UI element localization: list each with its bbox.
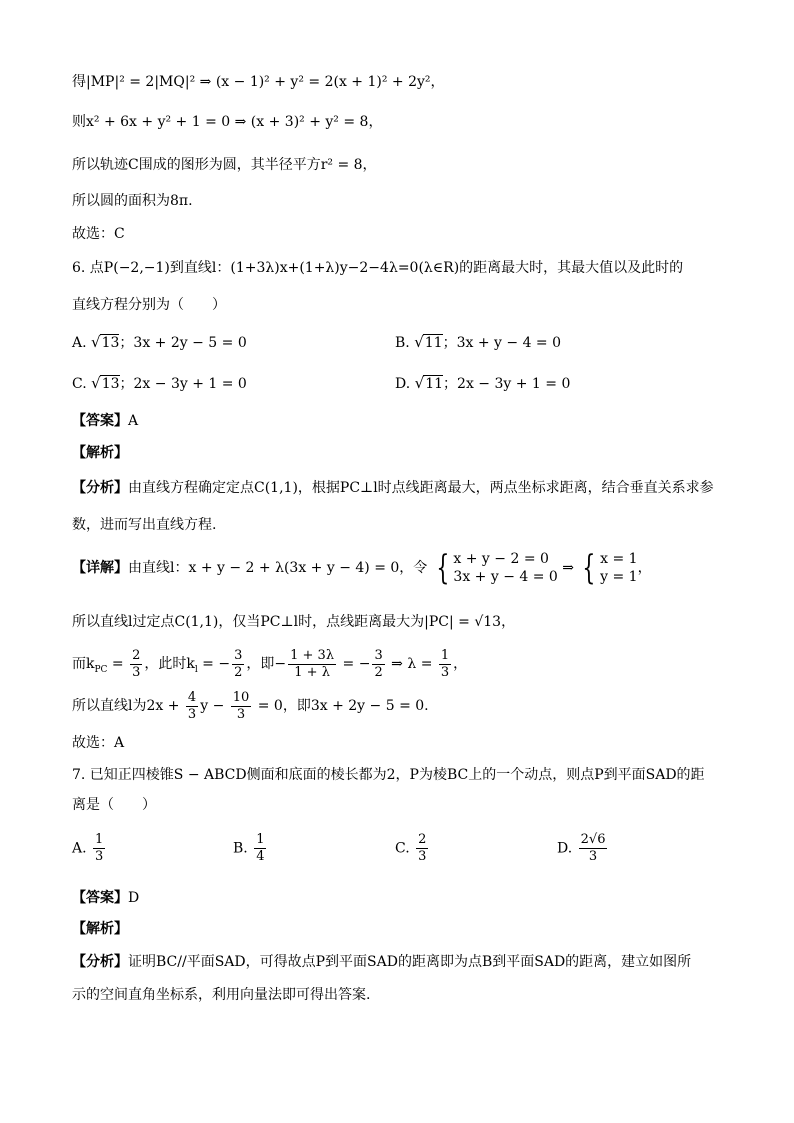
sqrt-sign: √: [414, 374, 425, 392]
fraction: $\frac{3}{2}$: [234, 647, 243, 680]
option-label: B.: [233, 840, 248, 857]
system-row: y = 1: [600, 569, 638, 585]
option-label: D.: [395, 376, 411, 392]
system-row: 3x + y − 4 = 0: [453, 569, 558, 585]
q7-fenxi: [72, 952, 691, 972]
option-label: B.: [395, 335, 410, 351]
fenxi-text: 证明BC//平面SAD，可得故点P到平面SAD的距离即为点B到平面SAD的距离，建立如图所: [128, 954, 692, 970]
fraction: $\frac{1 + 3\lambda}{1 + \lambda}$: [290, 647, 335, 680]
answer-value: D: [128, 890, 140, 906]
fraction: $\frac{1}{4}$: [256, 832, 265, 864]
option-equation: ；2x − 3y + 1 = 0: [443, 376, 571, 392]
q7-answer: [72, 888, 139, 908]
text-line: 所以轨迹C围成的图形为圆，其半径平方r² = 8，: [72, 157, 377, 173]
q6-option-c: [72, 373, 247, 394]
sqrt-sign: √: [91, 374, 101, 392]
line-eq-text-2: = 0，即3x + 2y − 5 = 0.: [257, 698, 429, 714]
radicand: 13: [101, 335, 120, 351]
q6-detail-line-2: 所以直线l过定点C(1,1)，仅当PC⊥l时，点线距离最大为|PC| = √13，: [72, 614, 516, 630]
question-6-stem: 6. 点P(−2,−1)到直线l：(1+3λ)x+(1+λ)y−2−4λ=0(λ∈R)的距离最大时，其最大值以及此时的: [72, 260, 684, 276]
option-label: C.: [395, 840, 410, 857]
radicand: 11: [425, 376, 444, 392]
fraction: $\frac{1}{3}$: [440, 647, 450, 680]
fraction: $\frac{1}{3}$: [95, 832, 104, 864]
option-label: C.: [72, 376, 87, 392]
analysis-label: 【解析】: [72, 445, 128, 461]
radicand: 11: [424, 335, 443, 351]
option-label: A.: [72, 335, 87, 351]
fraction: $\frac{2}{3}$: [132, 647, 141, 680]
question-7-stem: 7. 已知正四棱锥S − ABCD侧面和底面的棱长都为2，P为棱BC上的一个动点，则点P到平面SAD的距: [72, 767, 705, 783]
radicand: 13: [101, 376, 120, 392]
fraction: $\frac{4}{3}$: [187, 689, 197, 722]
q6-detail-line-3: 而$k_{PC}$ = $\frac{2}{3}$ ，此时$k_l$ = − $\frac{3}{2}$ ，即− $\frac{1 + 3\lambda}{1 + \lambda}$ = − $\frac{3}{2}$ ⇒ λ = $\frac{1}{3}$ ，: [72, 647, 468, 680]
q7-option-b: [233, 832, 268, 865]
fenxi-label: 【分析】: [72, 480, 128, 496]
q7-option-d: [557, 832, 609, 865]
option-equation: ；3x + y − 4 = 0: [442, 335, 562, 351]
q6-detail: 【详解】由直线l：x + y − 2 + λ(3x + y − 4) = 0，令 { x + y − 2 = 0 3x + y − 4 = 0 ⇒ { x = 1 y = 1 ，: [72, 548, 652, 588]
text-line: 得|MP|² = 2|MQ|² ⇒ (x − 1)² + y² = 2(x + 1)² + 2y²，: [72, 74, 445, 90]
implies-arrow: ⇒: [562, 560, 575, 576]
q6-answer: [72, 411, 138, 431]
fraction: $\frac{2}{3}$: [418, 832, 427, 864]
q7-option-c: [395, 832, 430, 865]
fraction: $\frac{2√6}{3}$: [580, 832, 606, 864]
fenxi-label: 【分析】: [72, 954, 128, 970]
q6-option-b: [395, 332, 561, 353]
brace-icon: {: [436, 548, 450, 588]
q6-fenxi-cont: 数，进而写出直线方程.: [72, 517, 217, 533]
answer-label: 【答案】: [72, 890, 128, 906]
sqrt-sign: √: [91, 333, 101, 351]
q6-fenxi: [72, 478, 714, 498]
slope-text: 而k: [72, 656, 95, 672]
question-6-stem-cont: 直线方程分别为（ ）: [72, 297, 226, 313]
option-equation: ；2x − 3y + 1 = 0: [119, 376, 247, 392]
option-equation: ；3x + 2y − 5 = 0: [119, 335, 247, 351]
line-eq-text: 所以直线l为2x +: [72, 698, 180, 714]
detail-text: 由直线l：x + y − 2 + λ(3x + y − 4) = 0，令: [128, 560, 428, 576]
fraction: $\frac{3}{2}$: [374, 647, 383, 680]
xiangjie-label: 【详解】: [72, 560, 128, 576]
solution-system: [578, 550, 637, 586]
text-line: 则x² + 6x + y² + 1 = 0 ⇒ (x + 3)² + y² = 8，: [72, 114, 383, 130]
system-row: x = 1: [600, 551, 638, 567]
answer-value: A: [128, 413, 139, 429]
q7-option-a: [72, 832, 107, 865]
system-row: x + y − 2 = 0: [453, 551, 549, 567]
slope-text-2: ，此时k: [144, 656, 195, 672]
fenxi-text: 由直线方程确定定点C(1,1)，根据PC⊥l时点线距离最大，两点坐标求距离，结合垂直关系求参: [128, 480, 714, 496]
q7-fenxi-cont: 示的空间直角坐标系，利用向量法即可得出答案.: [72, 987, 371, 1003]
slope-subscript-2: l: [194, 664, 198, 675]
q6-detail-line-4: 所以直线l为2x + $\frac{4}{3}$ y − $\frac{10}{3}$ = 0，即3x + 2y − 5 = 0.: [72, 689, 429, 722]
text-line: 故选：C: [72, 226, 125, 242]
q7-analysis-label: [72, 919, 128, 939]
answer-label: 【答案】: [72, 413, 128, 429]
slope-subscript: PC: [94, 664, 108, 675]
brace-icon: {: [582, 548, 596, 588]
sqrt-sign: √: [414, 333, 424, 351]
fraction: $\frac{10}{3}$: [232, 689, 250, 722]
analysis-label: 【解析】: [72, 921, 128, 937]
option-label: A.: [72, 840, 87, 857]
q6-choice: 故选：A: [72, 735, 125, 751]
q6-analysis-label: [72, 443, 128, 463]
option-label: D.: [557, 840, 573, 857]
text-line: 所以圆的面积为8π.: [72, 193, 193, 209]
question-7-stem-cont: 离是（ ）: [72, 797, 156, 813]
q6-option-d: [395, 373, 570, 394]
equation-system: [432, 550, 558, 586]
q6-option-a: [72, 332, 247, 353]
